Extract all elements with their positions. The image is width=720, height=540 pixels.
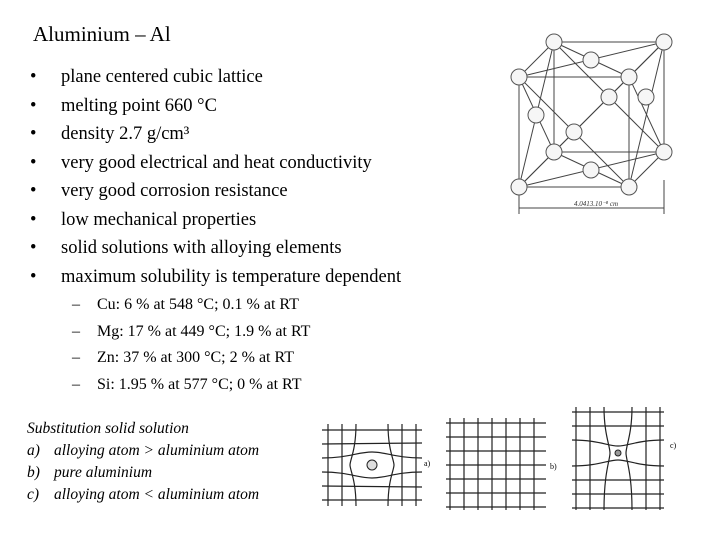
list-item: • very good electrical and heat conductivity [30, 152, 372, 173]
caption-item: b) pure aluminium [27, 464, 153, 481]
property-list [30, 66, 401, 294]
grid-label: a) [424, 459, 431, 468]
lattice-dimension-label: 4.0413.10⁻⁸ cm [574, 200, 619, 208]
bullet-icon: • [30, 152, 37, 173]
grid-alloy-larger [318, 420, 440, 512]
slide-title: Aluminium – Al [33, 22, 171, 46]
dash-icon: – [72, 322, 80, 340]
list-item: • density 2.7 g/cm³ [30, 124, 190, 144]
grid-pure-aluminium [442, 415, 567, 512]
sub-list-item: – Si: 1.95 % at 577 °C; 0 % at RT [72, 375, 302, 393]
grid-label: c) [670, 441, 677, 450]
fcc-lattice-figure [494, 30, 684, 225]
bullet-icon: • [30, 266, 37, 287]
bullet-icon: • [30, 124, 37, 144]
sub-list-item: – Zn: 37 % at 300 °C; 2 % at RT [72, 349, 294, 366]
list-item: • low mechanical properties [30, 209, 257, 230]
bullet-icon: • [30, 67, 37, 87]
dash-icon: – [72, 375, 80, 393]
bullet-icon: • [30, 181, 37, 201]
dash-icon: – [72, 349, 80, 366]
bullet-icon: • [30, 95, 37, 116]
solubility-list [72, 295, 310, 401]
bullet-icon: • [30, 209, 37, 230]
figure-caption [27, 418, 259, 506]
list-item: • maximum solubility is temperature dependent [30, 266, 402, 287]
list-item: • plane centered cubic lattice [30, 67, 263, 87]
caption-item: c) alloying atom < aluminium atom [27, 486, 260, 503]
sub-list-item: – Mg: 17 % at 449 °C; 1.9 % at RT [72, 322, 311, 340]
caption-item: a) alloying atom > aluminium atom [27, 442, 260, 459]
bullet-icon: • [30, 238, 37, 258]
grid-label: b) [550, 462, 557, 471]
list-item: • solid solutions with alloying elements [30, 238, 342, 258]
caption-heading: Substitution solid solution [27, 420, 189, 437]
list-item: • melting point 660 °C [30, 95, 217, 116]
list-item: • very good corrosion resistance [30, 181, 288, 201]
grid-alloy-smaller [568, 404, 688, 512]
dash-icon: – [72, 296, 80, 313]
sub-list-item: – Cu: 6 % at 548 °C; 0.1 % at RT [72, 296, 299, 313]
